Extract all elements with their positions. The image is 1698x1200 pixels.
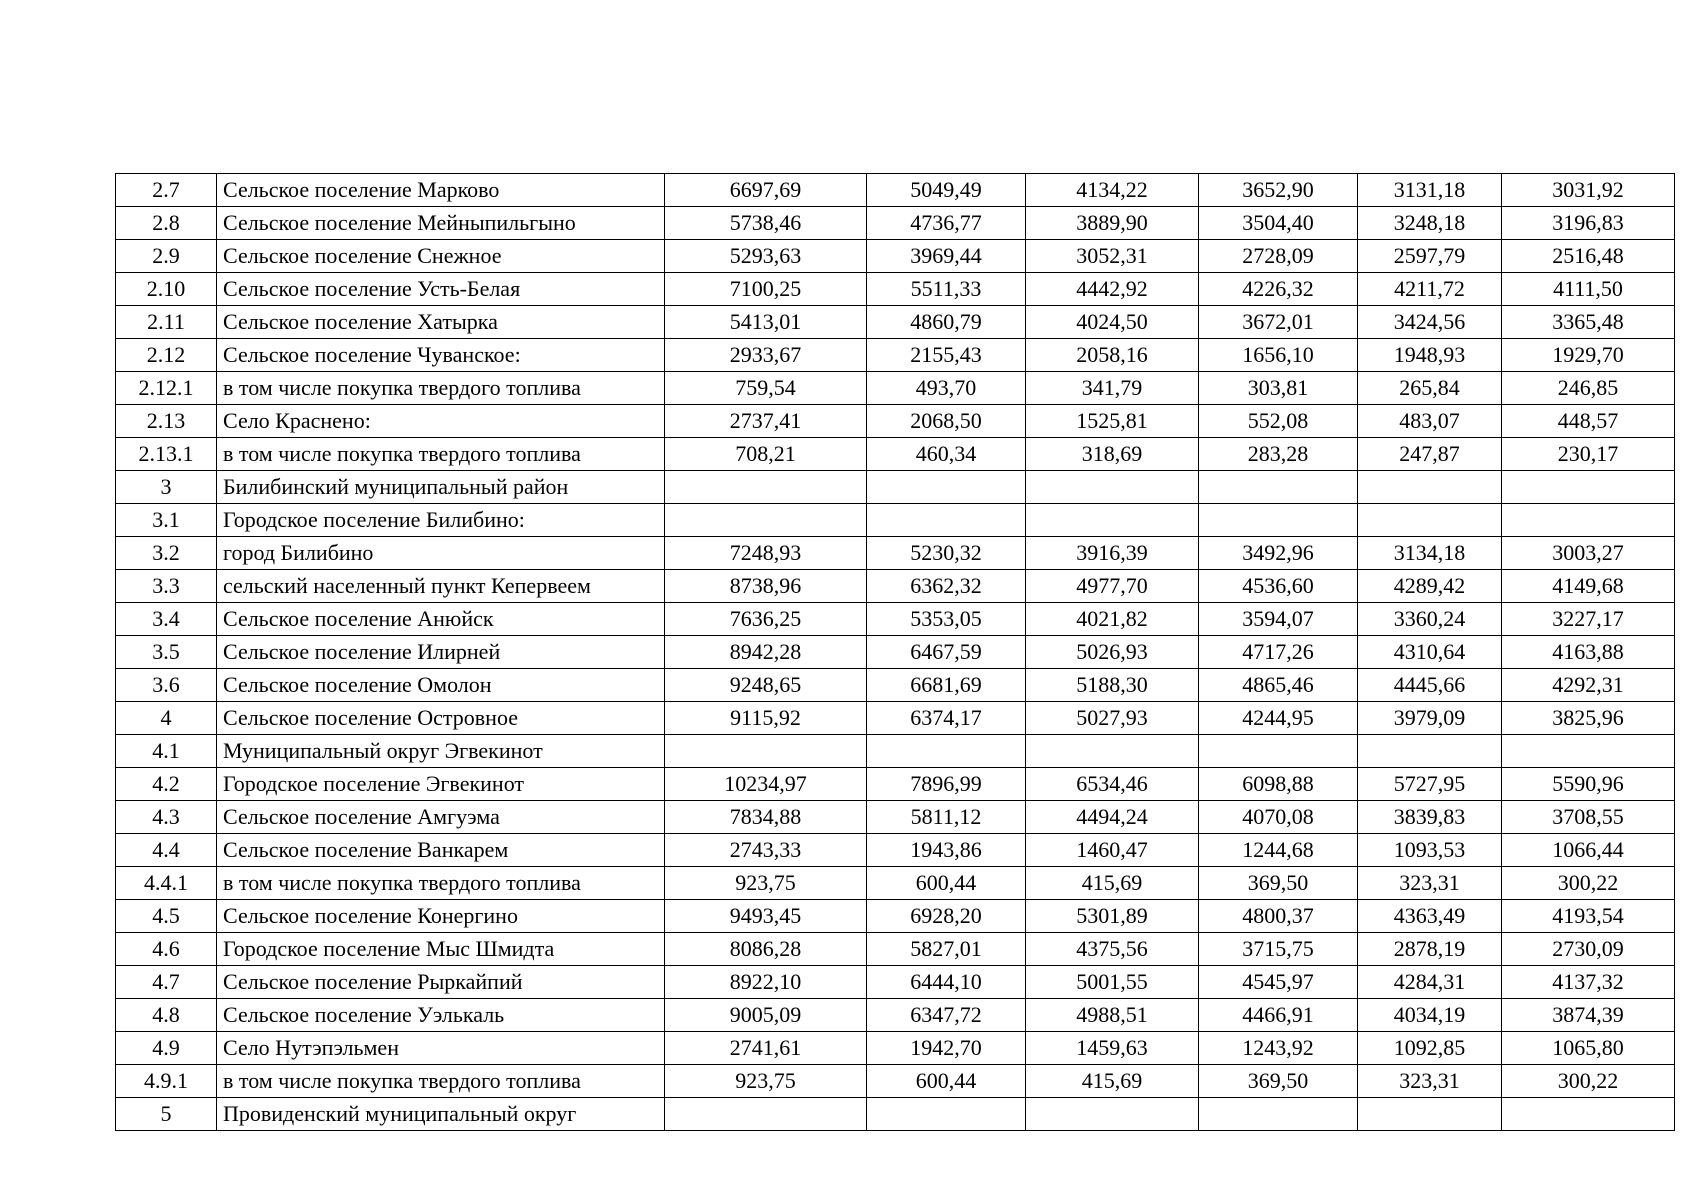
settlement-name-cell: Городское поселение Мыс Шмидта [217, 933, 665, 966]
row-number-cell: 2.10 [116, 273, 217, 306]
value-cell [665, 1098, 867, 1131]
row-number-cell: 4.1 [116, 735, 217, 768]
value-cell: 3874,39 [1502, 999, 1675, 1032]
settlement-name-cell: Сельское поселение Чуванское: [217, 339, 665, 372]
value-cell: 5293,63 [665, 240, 867, 273]
value-cell: 5413,01 [665, 306, 867, 339]
value-cell: 4536,60 [1199, 570, 1358, 603]
value-cell: 4244,95 [1199, 702, 1358, 735]
value-cell: 552,08 [1199, 405, 1358, 438]
value-cell: 4034,19 [1358, 999, 1502, 1032]
value-cell [1199, 735, 1358, 768]
value-cell: 3979,09 [1358, 702, 1502, 735]
table-row [116, 537, 1675, 570]
value-cell [1502, 504, 1675, 537]
value-cell: 5727,95 [1358, 768, 1502, 801]
value-cell: 1093,53 [1358, 834, 1502, 867]
value-cell: 247,87 [1358, 438, 1502, 471]
value-cell: 4375,56 [1026, 933, 1199, 966]
settlement-name-cell: Сельское поселение Мейныпильгыно [217, 207, 665, 240]
value-cell: 1656,10 [1199, 339, 1358, 372]
value-cell: 1243,92 [1199, 1032, 1358, 1065]
value-cell: 2933,67 [665, 339, 867, 372]
value-cell: 246,85 [1502, 372, 1675, 405]
value-cell: 3916,39 [1026, 537, 1199, 570]
value-cell: 6697,69 [665, 174, 867, 207]
value-cell [867, 471, 1026, 504]
settlement-name-cell: сельский населенный пункт Кепервеем [217, 570, 665, 603]
row-number-cell: 2.12 [116, 339, 217, 372]
value-cell: 600,44 [867, 1065, 1026, 1098]
settlement-name-cell: в том числе покупка твердого топлива [217, 867, 665, 900]
value-cell: 460,34 [867, 438, 1026, 471]
value-cell: 3052,31 [1026, 240, 1199, 273]
table-row [116, 570, 1675, 603]
value-cell: 4211,72 [1358, 273, 1502, 306]
value-cell: 4988,51 [1026, 999, 1199, 1032]
value-cell: 448,57 [1502, 405, 1675, 438]
settlement-name-cell: Сельское поселение Островное [217, 702, 665, 735]
row-number-cell: 4.3 [116, 801, 217, 834]
value-cell: 9115,92 [665, 702, 867, 735]
table-row [116, 273, 1675, 306]
value-cell: 4070,08 [1199, 801, 1358, 834]
value-cell: 341,79 [1026, 372, 1199, 405]
value-cell: 5230,32 [867, 537, 1026, 570]
value-cell [665, 471, 867, 504]
value-cell: 3131,18 [1358, 174, 1502, 207]
settlement-name-cell: Сельское поселение Анюйск [217, 603, 665, 636]
value-cell: 7248,93 [665, 537, 867, 570]
value-cell: 1948,93 [1358, 339, 1502, 372]
value-cell: 318,69 [1026, 438, 1199, 471]
table-row [116, 1065, 1675, 1098]
value-cell: 3652,90 [1199, 174, 1358, 207]
value-cell: 3134,18 [1358, 537, 1502, 570]
row-number-cell: 4.4 [116, 834, 217, 867]
value-cell: 4466,91 [1199, 999, 1358, 1032]
value-cell: 2728,09 [1199, 240, 1358, 273]
value-cell: 283,28 [1199, 438, 1358, 471]
value-cell: 3708,55 [1502, 801, 1675, 834]
value-cell: 3715,75 [1199, 933, 1358, 966]
table-row [116, 669, 1675, 702]
value-cell: 4310,64 [1358, 636, 1502, 669]
settlement-name-cell: в том числе покупка твердого топлива [217, 372, 665, 405]
value-cell: 8922,10 [665, 966, 867, 999]
value-cell: 3969,44 [867, 240, 1026, 273]
settlement-name-cell: Сельское поселение Рыркайпий [217, 966, 665, 999]
table-row [116, 801, 1675, 834]
value-cell [1026, 471, 1199, 504]
value-cell: 415,69 [1026, 867, 1199, 900]
value-cell: 6534,46 [1026, 768, 1199, 801]
value-cell: 4445,66 [1358, 669, 1502, 702]
table-row [116, 339, 1675, 372]
settlement-name-cell: Сельское поселение Хатырка [217, 306, 665, 339]
value-cell: 923,75 [665, 1065, 867, 1098]
value-cell: 4021,82 [1026, 603, 1199, 636]
row-number-cell: 4.5 [116, 900, 217, 933]
value-cell: 6374,17 [867, 702, 1026, 735]
value-cell: 4149,68 [1502, 570, 1675, 603]
value-cell: 4163,88 [1502, 636, 1675, 669]
value-cell: 4860,79 [867, 306, 1026, 339]
value-cell: 1066,44 [1502, 834, 1675, 867]
settlement-name-cell: Городское поселение Билибино: [217, 504, 665, 537]
row-number-cell: 3.1 [116, 504, 217, 537]
value-cell: 3672,01 [1199, 306, 1358, 339]
row-number-cell: 4 [116, 702, 217, 735]
row-number-cell: 3.3 [116, 570, 217, 603]
settlement-name-cell: Городское поселение Эгвекинот [217, 768, 665, 801]
table-row [116, 999, 1675, 1032]
value-cell: 2730,09 [1502, 933, 1675, 966]
settlement-name-cell: Сельское поселение Конергино [217, 900, 665, 933]
value-cell: 4545,97 [1199, 966, 1358, 999]
value-cell: 708,21 [665, 438, 867, 471]
value-cell: 483,07 [1358, 405, 1502, 438]
value-cell [1358, 735, 1502, 768]
value-cell: 2597,79 [1358, 240, 1502, 273]
value-cell: 6098,88 [1199, 768, 1358, 801]
value-cell: 1525,81 [1026, 405, 1199, 438]
settlement-name-cell: Сельское поселение Амгуэма [217, 801, 665, 834]
value-cell: 5301,89 [1026, 900, 1199, 933]
table-row [116, 702, 1675, 735]
value-cell: 3825,96 [1502, 702, 1675, 735]
value-cell: 3031,92 [1502, 174, 1675, 207]
value-cell: 300,22 [1502, 1065, 1675, 1098]
value-cell: 4363,49 [1358, 900, 1502, 933]
value-cell: 5026,93 [1026, 636, 1199, 669]
value-cell: 10234,97 [665, 768, 867, 801]
settlement-name-cell: Сельское поселение Илирней [217, 636, 665, 669]
value-cell [1026, 504, 1199, 537]
value-cell: 3594,07 [1199, 603, 1358, 636]
value-cell: 4284,31 [1358, 966, 1502, 999]
table-row [116, 372, 1675, 405]
value-cell: 6347,72 [867, 999, 1026, 1032]
value-cell: 2741,61 [665, 1032, 867, 1065]
value-cell [1502, 1098, 1675, 1131]
value-cell: 4111,50 [1502, 273, 1675, 306]
value-cell: 3492,96 [1199, 537, 1358, 570]
row-number-cell: 4.9.1 [116, 1065, 217, 1098]
value-cell: 1942,70 [867, 1032, 1026, 1065]
settlement-name-cell: в том числе покупка твердого топлива [217, 1065, 665, 1098]
value-cell: 5738,46 [665, 207, 867, 240]
value-cell [1502, 735, 1675, 768]
value-cell: 5353,05 [867, 603, 1026, 636]
row-number-cell: 3.2 [116, 537, 217, 570]
value-cell [1502, 471, 1675, 504]
table-row [116, 636, 1675, 669]
settlement-name-cell: Сельское поселение Омолон [217, 669, 665, 702]
settlement-name-cell: Сельское поселение Уэлькаль [217, 999, 665, 1032]
value-cell: 493,70 [867, 372, 1026, 405]
row-number-cell: 2.9 [116, 240, 217, 273]
settlement-name-cell: Село Краснено: [217, 405, 665, 438]
value-cell: 1459,63 [1026, 1032, 1199, 1065]
table-body [116, 174, 1675, 1131]
value-cell [1358, 471, 1502, 504]
value-cell: 5827,01 [867, 933, 1026, 966]
value-cell: 4289,42 [1358, 570, 1502, 603]
table-row [116, 735, 1675, 768]
table-row [116, 966, 1675, 999]
value-cell: 2155,43 [867, 339, 1026, 372]
row-number-cell: 2.13 [116, 405, 217, 438]
row-number-cell: 3.6 [116, 669, 217, 702]
value-cell: 8738,96 [665, 570, 867, 603]
row-number-cell: 4.9 [116, 1032, 217, 1065]
settlement-name-cell: Село Нутэпэльмен [217, 1032, 665, 1065]
table-row [116, 405, 1675, 438]
table-row [116, 834, 1675, 867]
value-cell: 3424,56 [1358, 306, 1502, 339]
value-cell: 6362,32 [867, 570, 1026, 603]
value-cell: 4736,77 [867, 207, 1026, 240]
value-cell: 2737,41 [665, 405, 867, 438]
table-row [116, 900, 1675, 933]
settlement-name-cell: Провиденский муниципальный округ [217, 1098, 665, 1131]
value-cell: 6444,10 [867, 966, 1026, 999]
value-cell [1199, 504, 1358, 537]
value-cell: 6928,20 [867, 900, 1026, 933]
row-number-cell: 3.4 [116, 603, 217, 636]
table-row [116, 1032, 1675, 1065]
value-cell: 3196,83 [1502, 207, 1675, 240]
value-cell: 5511,33 [867, 273, 1026, 306]
settlement-name-cell: город Билибино [217, 537, 665, 570]
tariff-table [115, 173, 1675, 1131]
row-number-cell: 2.13.1 [116, 438, 217, 471]
value-cell: 3889,90 [1026, 207, 1199, 240]
value-cell [1358, 504, 1502, 537]
settlement-name-cell: Сельское поселение Марково [217, 174, 665, 207]
value-cell: 7834,88 [665, 801, 867, 834]
value-cell: 5001,55 [1026, 966, 1199, 999]
value-cell: 1092,85 [1358, 1032, 1502, 1065]
value-cell: 3227,17 [1502, 603, 1675, 636]
value-cell: 323,31 [1358, 867, 1502, 900]
row-number-cell: 4.8 [116, 999, 217, 1032]
value-cell: 3360,24 [1358, 603, 1502, 636]
table-row [116, 603, 1675, 636]
value-cell [1358, 1098, 1502, 1131]
value-cell [867, 504, 1026, 537]
value-cell: 4292,31 [1502, 669, 1675, 702]
value-cell [665, 735, 867, 768]
value-cell: 4134,22 [1026, 174, 1199, 207]
table-row [116, 207, 1675, 240]
value-cell: 3003,27 [1502, 537, 1675, 570]
row-number-cell: 4.2 [116, 768, 217, 801]
row-number-cell: 2.12.1 [116, 372, 217, 405]
row-number-cell: 3 [116, 471, 217, 504]
value-cell [665, 504, 867, 537]
table-row [116, 174, 1675, 207]
value-cell [867, 735, 1026, 768]
value-cell: 4977,70 [1026, 570, 1199, 603]
value-cell [867, 1098, 1026, 1131]
value-cell: 4137,32 [1502, 966, 1675, 999]
row-number-cell: 2.8 [116, 207, 217, 240]
value-cell [1199, 1098, 1358, 1131]
row-number-cell: 2.7 [116, 174, 217, 207]
value-cell: 6681,69 [867, 669, 1026, 702]
value-cell: 7100,25 [665, 273, 867, 306]
value-cell: 2058,16 [1026, 339, 1199, 372]
value-cell: 9005,09 [665, 999, 867, 1032]
settlement-name-cell: Сельское поселение Ванкарем [217, 834, 665, 867]
value-cell: 4865,46 [1199, 669, 1358, 702]
value-cell: 369,50 [1199, 1065, 1358, 1098]
table-row [116, 306, 1675, 339]
settlement-name-cell: Муниципальный округ Эгвекинот [217, 735, 665, 768]
table-row [116, 240, 1675, 273]
table-row [116, 471, 1675, 504]
value-cell [1026, 735, 1199, 768]
value-cell: 1929,70 [1502, 339, 1675, 372]
value-cell: 4024,50 [1026, 306, 1199, 339]
value-cell: 9248,65 [665, 669, 867, 702]
value-cell: 265,84 [1358, 372, 1502, 405]
value-cell: 5049,49 [867, 174, 1026, 207]
value-cell: 600,44 [867, 867, 1026, 900]
value-cell [1026, 1098, 1199, 1131]
value-cell: 7896,99 [867, 768, 1026, 801]
value-cell: 3839,83 [1358, 801, 1502, 834]
table-row [116, 504, 1675, 537]
value-cell: 2743,33 [665, 834, 867, 867]
value-cell: 3365,48 [1502, 306, 1675, 339]
value-cell: 9493,45 [665, 900, 867, 933]
value-cell: 323,31 [1358, 1065, 1502, 1098]
table-row [116, 438, 1675, 471]
value-cell: 3248,18 [1358, 207, 1502, 240]
value-cell: 415,69 [1026, 1065, 1199, 1098]
value-cell: 1065,80 [1502, 1032, 1675, 1065]
table-row [116, 933, 1675, 966]
value-cell: 369,50 [1199, 867, 1358, 900]
table-row [116, 1098, 1675, 1131]
value-cell: 303,81 [1199, 372, 1358, 405]
row-number-cell: 2.11 [116, 306, 217, 339]
row-number-cell: 5 [116, 1098, 217, 1131]
value-cell: 4226,32 [1199, 273, 1358, 306]
value-cell: 2516,48 [1502, 240, 1675, 273]
value-cell: 4193,54 [1502, 900, 1675, 933]
value-cell: 1460,47 [1026, 834, 1199, 867]
settlement-name-cell: Сельское поселение Снежное [217, 240, 665, 273]
value-cell: 4494,24 [1026, 801, 1199, 834]
value-cell: 759,54 [665, 372, 867, 405]
value-cell [1199, 471, 1358, 504]
value-cell: 8086,28 [665, 933, 867, 966]
value-cell: 5811,12 [867, 801, 1026, 834]
value-cell: 7636,25 [665, 603, 867, 636]
value-cell: 5027,93 [1026, 702, 1199, 735]
value-cell: 8942,28 [665, 636, 867, 669]
value-cell: 5188,30 [1026, 669, 1199, 702]
value-cell: 300,22 [1502, 867, 1675, 900]
value-cell: 4800,37 [1199, 900, 1358, 933]
value-cell: 3504,40 [1199, 207, 1358, 240]
value-cell: 6467,59 [867, 636, 1026, 669]
settlement-name-cell: в том числе покупка твердого топлива [217, 438, 665, 471]
table-row [116, 768, 1675, 801]
row-number-cell: 3.5 [116, 636, 217, 669]
value-cell: 1244,68 [1199, 834, 1358, 867]
value-cell: 2878,19 [1358, 933, 1502, 966]
value-cell: 1943,86 [867, 834, 1026, 867]
value-cell: 923,75 [665, 867, 867, 900]
row-number-cell: 4.7 [116, 966, 217, 999]
value-cell: 2068,50 [867, 405, 1026, 438]
settlement-name-cell: Билибинский муниципальный район [217, 471, 665, 504]
value-cell: 4442,92 [1026, 273, 1199, 306]
table-row [116, 867, 1675, 900]
value-cell: 230,17 [1502, 438, 1675, 471]
value-cell: 4717,26 [1199, 636, 1358, 669]
settlement-name-cell: Сельское поселение Усть-Белая [217, 273, 665, 306]
value-cell: 5590,96 [1502, 768, 1675, 801]
row-number-cell: 4.4.1 [116, 867, 217, 900]
row-number-cell: 4.6 [116, 933, 217, 966]
